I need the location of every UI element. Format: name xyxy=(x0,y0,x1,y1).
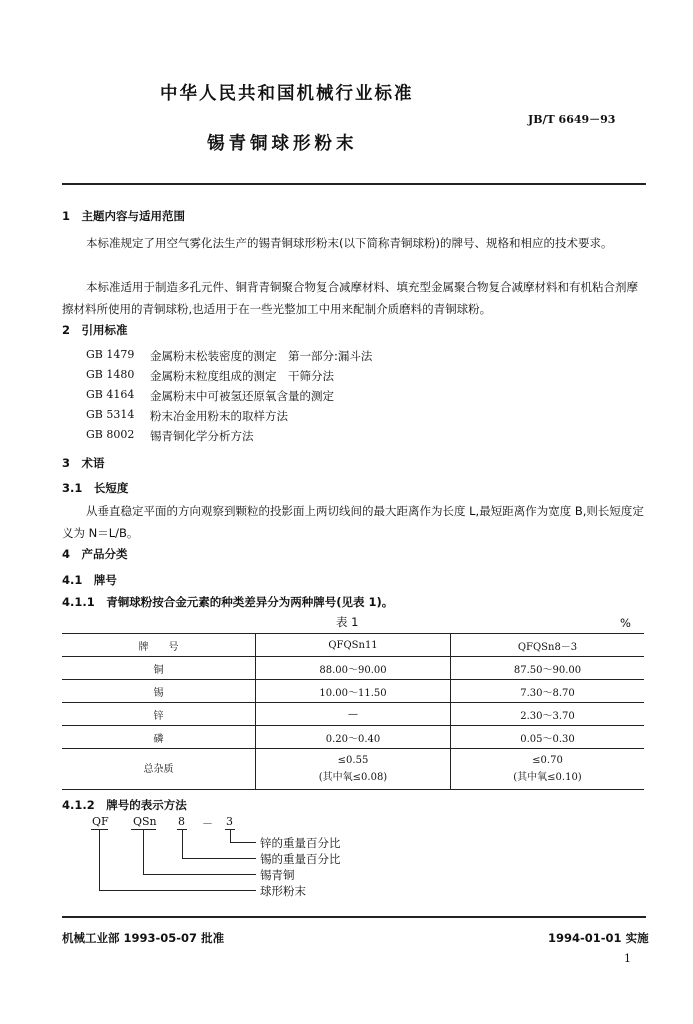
table-cell: 87.50～90.00 xyxy=(451,657,645,680)
leader-line xyxy=(143,874,256,875)
section-3-1-heading: 3.1 长短度 xyxy=(62,481,129,495)
table-header-row xyxy=(62,634,644,657)
leader-line xyxy=(182,858,256,859)
oxygen-limit: (其中氧≤0.08) xyxy=(318,772,388,783)
ref-title: 金属粉末中可被氢还原氧含量的测定 xyxy=(150,389,334,403)
header-qfqsn8-3: QFQSn8－3 xyxy=(451,634,645,657)
leader-line xyxy=(230,829,231,842)
section-1-paragraph-1: 本标准规定了用空气雾化法生产的锡青铜球形粉末(以下简称青铜球粉)的牌号、规格和相应的技术要求。 xyxy=(86,236,613,250)
leader-line xyxy=(99,890,256,891)
section-4-heading: 4 产品分类 xyxy=(62,547,128,561)
designation-dash: － xyxy=(202,817,213,830)
table-cell: 0.05～0.30 xyxy=(451,726,645,749)
impurity-label: 总杂质 xyxy=(62,749,256,790)
ref-code: GB 1479 xyxy=(86,348,135,361)
table-cell: 88.00～90.00 xyxy=(256,657,451,680)
composition-table xyxy=(62,633,644,790)
header-qfqsn11: QFQSn11 xyxy=(256,634,451,657)
section-4-1-2-heading: 4.1.2 牌号的表示方法 xyxy=(62,798,187,812)
designation-part-3: 3 xyxy=(226,815,233,828)
element-label: 铜 xyxy=(62,657,256,680)
ref-title: 金属粉末松装密度的测定 第一部分:漏斗法 xyxy=(150,349,373,363)
section-2-heading: 2 引用标准 xyxy=(62,323,128,337)
org-title: 中华人民共和国机械行业标准 xyxy=(160,84,414,104)
table-cell: 10.00～11.50 xyxy=(256,680,451,703)
impurity-limit: ≤0.55 xyxy=(337,755,369,766)
table-row xyxy=(62,657,644,680)
leader-line xyxy=(143,829,144,874)
table-cell xyxy=(256,749,451,790)
effective-date: 1994-01-01 实施 xyxy=(548,931,649,945)
header-grade: 牌 号 xyxy=(62,634,256,657)
element-label: 锌 xyxy=(62,703,256,726)
designation-part-qsn: QSn xyxy=(133,815,157,828)
header-rule xyxy=(62,183,646,185)
label-tin: 锡的重量百分比 xyxy=(260,852,341,866)
section-1-paragraph-2: 本标准适用于制造多孔元件、铜背青铜聚合物复合减摩材料、填充型金属聚合物复合减摩材料和有机粘合剂摩擦材料所使用的青铜球粉,也适用于在一些光整加工中用来配制介质磨料的青铜球粉。 xyxy=(62,280,638,316)
table-cell: 2.30～3.70 xyxy=(451,703,645,726)
issued-date: 机械工业部 1993-05-07 批准 xyxy=(62,931,225,945)
standard-number: JB/T 6649－93 xyxy=(528,113,616,126)
section-4-1-heading: 4.1 牌号 xyxy=(62,573,117,587)
oxygen-limit: (其中氧≤0.10) xyxy=(513,772,582,783)
designation-part-qf: QF xyxy=(92,815,109,828)
ref-code: GB 8002 xyxy=(86,428,135,441)
table-cell: — xyxy=(256,703,451,726)
table-cell: 7.30～8.70 xyxy=(451,680,645,703)
table-row xyxy=(62,749,644,790)
ref-title: 锡青铜化学分析方法 xyxy=(150,429,254,443)
ref-code: GB 5314 xyxy=(86,408,135,421)
element-label: 锡 xyxy=(62,680,256,703)
section-3-1-paragraph: 从垂直稳定平面的方向观察到颗粒的投影面上两切线间的最大距离作为长度 L,最短距离作为宽度 B,则长短度定义为 N＝L/B。 xyxy=(62,504,644,540)
footer-rule xyxy=(62,916,646,918)
leader-line xyxy=(99,829,100,890)
table-row xyxy=(62,703,644,726)
leader-line xyxy=(230,842,256,843)
page-number: 1 xyxy=(624,952,631,965)
table-cell: 0.20～0.40 xyxy=(256,726,451,749)
document-title: 锡青铜球形粉末 xyxy=(207,134,358,154)
section-4-1-1-text: 4.1.1 青铜球粉按合金元素的种类差异分为两种牌号(见表 1)。 xyxy=(62,595,394,609)
element-label: 磷 xyxy=(62,726,256,749)
table-row xyxy=(62,726,644,749)
label-tin-bronze: 锡青铜 xyxy=(260,868,295,882)
label-spherical-powder: 球形粉末 xyxy=(260,884,306,898)
section-1-heading: 1 主题内容与适用范围 xyxy=(62,209,186,223)
table-cell xyxy=(451,749,645,790)
ref-code: GB 1480 xyxy=(86,368,135,381)
designation-part-8: 8 xyxy=(178,815,185,828)
section-3-heading: 3 术语 xyxy=(62,456,105,470)
impurity-limit: ≤0.70 xyxy=(532,755,563,766)
label-zinc: 锌的重量百分比 xyxy=(260,836,341,850)
leader-line xyxy=(182,829,183,858)
table-unit: % xyxy=(620,616,631,630)
table-caption: 表 1 xyxy=(336,615,359,629)
table-row xyxy=(62,680,644,703)
ref-title: 粉末冶金用粉末的取样方法 xyxy=(150,409,288,423)
ref-title: 金属粉末粒度组成的测定 干筛分法 xyxy=(150,369,334,383)
ref-code: GB 4164 xyxy=(86,388,135,401)
